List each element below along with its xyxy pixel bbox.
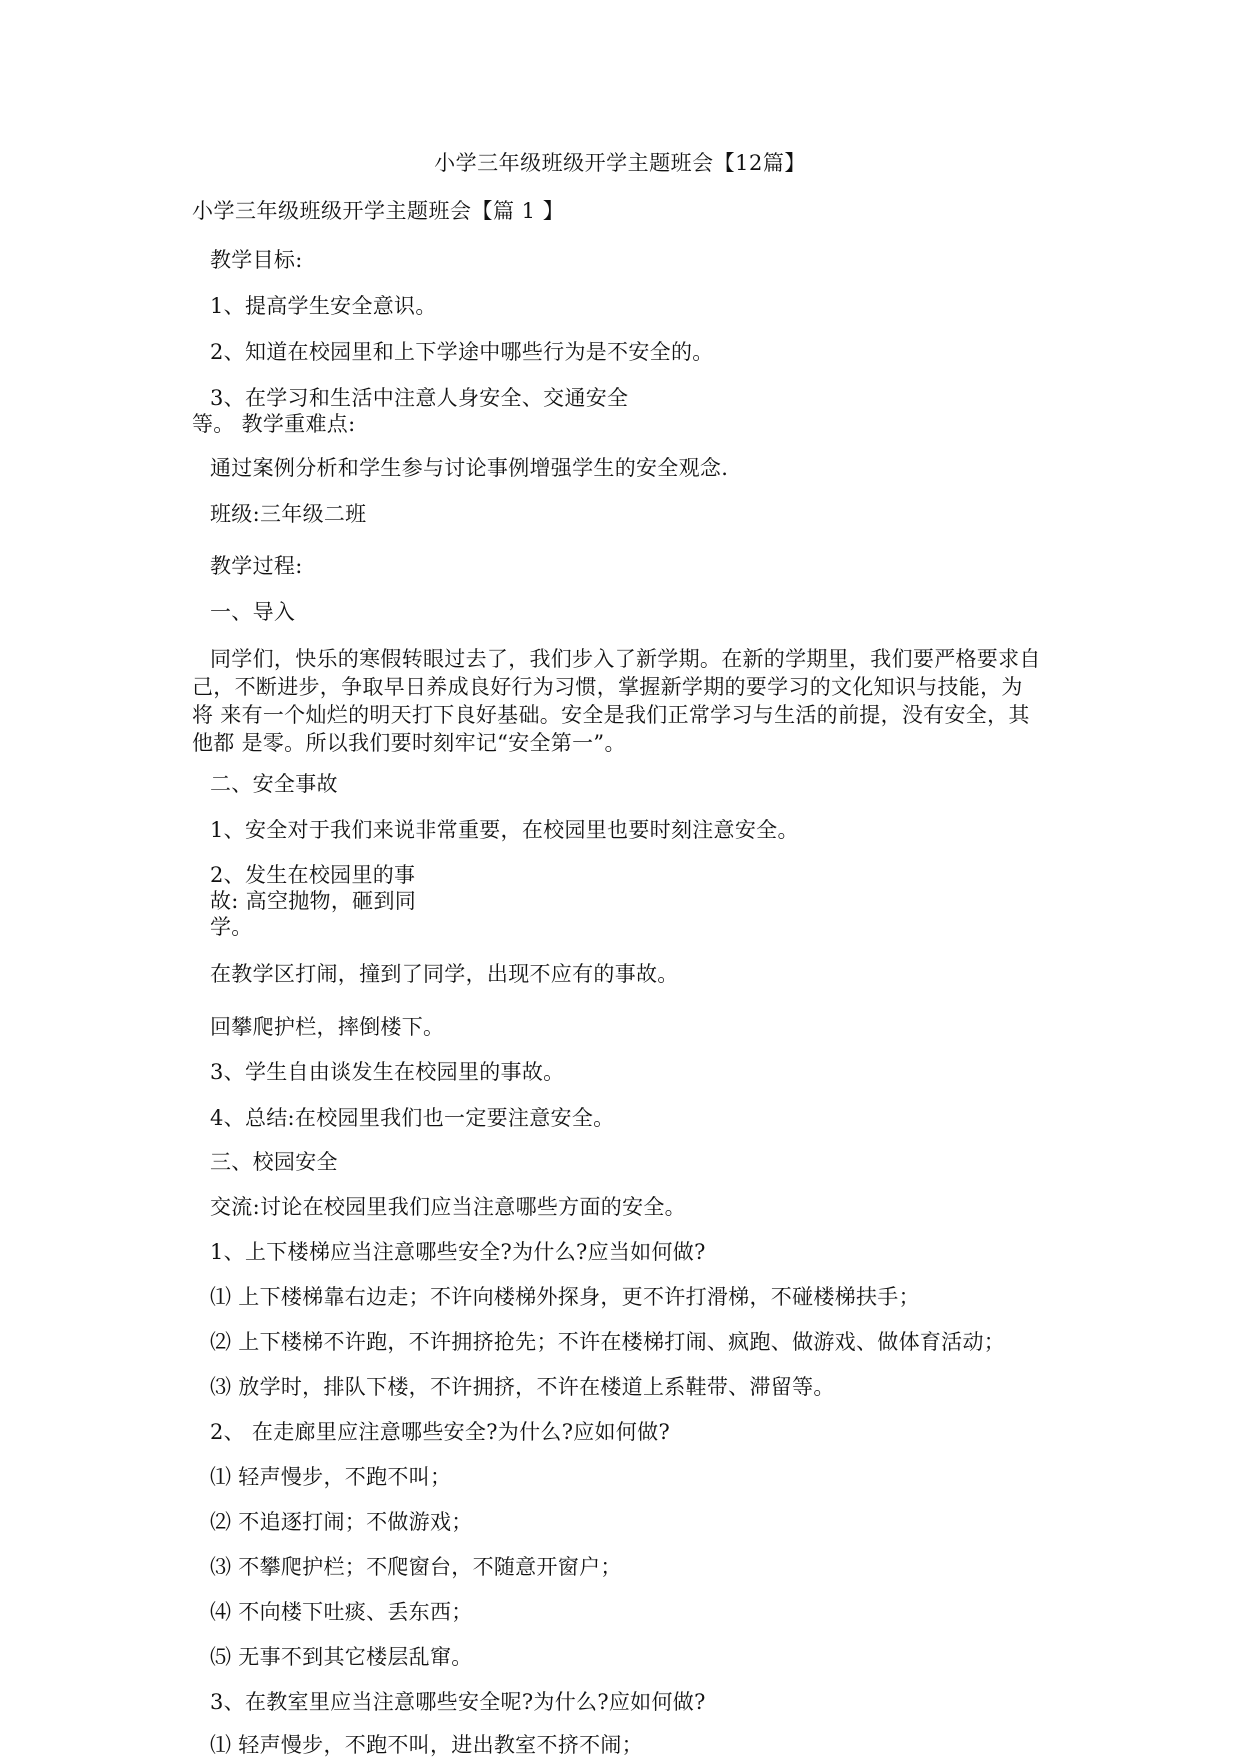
accident-item: 1、安全对于我们来说非常重要，在校园里也要时刻注意安全。 [210,818,799,842]
accident-2-block [192,862,416,940]
rule-item: ⑶ 放学时，排队下楼，不许拥挤，不许在楼道上系鞋带、滞留等。 [210,1375,835,1399]
rule-item: ⑴ 上下楼梯靠右边走；不许向楼梯外探身，更不许打滑梯，不碰楼梯扶手； [210,1285,920,1309]
objective-item: 1、提高学生安全意识。 [210,294,437,318]
paragraph-line: 同学们，快乐的寒假转眼过去了，我们步入了新学期。在新的学期里，我们要严格要求自 [210,647,1041,671]
rule-item: ⑴ 轻声慢步，不跑不叫； [210,1465,452,1489]
accident-item: 4、总结:在校园里我们也一定要注意安全。 [210,1106,615,1130]
part-heading: 二、安全事故 [210,772,338,796]
accident-item: 学。 [210,915,253,939]
intro-paragraph [192,645,1062,757]
paragraph-line: 将 来有一个灿烂的明天打下良好基础。安全是我们正常学习与生活的前提，没有安全，其 [192,703,1030,727]
objective-3-block [192,385,628,437]
key-point-text: 通过案例分析和学生参与讨论事例增强学生的安全观念. [210,456,729,480]
accident-example: 回攀爬护栏，摔倒楼下。 [210,1015,445,1039]
part-heading: 一、导入 [210,600,296,624]
discussion-text: 交流:讨论在校园里我们应当注意哪些方面的安全。 [210,1195,686,1219]
process-heading: 教学过程: [210,554,303,578]
rule-item: ⑵ 上下楼梯不许跑，不许拥挤抢先；不许在楼梯打闹、疯跑、做游戏、做体育活动； [210,1330,1006,1354]
section-title: 小学三年级班级开学主题班会【篇 1 】 [192,199,565,223]
paragraph-line: 他都 是零。所以我们要时刻牢记“安全第一”。 [192,731,626,755]
key-points-heading: 等。 教学重难点: [192,412,356,436]
part-heading: 三、校园安全 [210,1150,338,1174]
accident-item: 2、发生在校园里的事 [210,863,416,887]
rule-item: ⑷ 不向楼下吐痰、丢东西； [210,1600,473,1624]
accident-item: 故: 高空抛物，砸到同 [210,889,417,913]
question-item: 3、在教室里应当注意哪些安全呢?为什么?应如何做? [210,1690,706,1714]
question-item: 1、上下楼梯应当注意哪些安全?为什么?应当如何做? [210,1240,706,1264]
class-info: 班级:三年级二班 [210,502,367,526]
accident-example: 在教学区打闹，撞到了同学，出现不应有的事故。 [210,962,679,986]
objectives-heading: 教学目标: [210,248,303,272]
rule-item: ⑸ 无事不到其它楼层乱窜。 [210,1645,473,1669]
document-title: 小学三年级班级开学主题班会【12篇】 [434,151,806,175]
question-item: 2、 在走廊里应注意哪些安全?为什么?应如何做? [210,1420,671,1444]
paragraph-line: 己，不断进步，争取早日养成良好行为习惯，掌握新学期的要学习的文化知识与技能，为 [192,675,1023,699]
accident-item: 3、学生自由谈发生在校园里的事故。 [210,1060,565,1084]
objective-item: 3、在学习和生活中注意人身安全、交通安全 [210,386,629,410]
rule-item: ⑵ 不追逐打闹；不做游戏； [210,1510,473,1534]
rule-item: ⑴ 轻声慢步，不跑不叫，进出教室不挤不闹； [210,1733,643,1757]
rule-item: ⑶ 不攀爬护栏；不爬窗台，不随意开窗户； [210,1555,622,1579]
objective-item: 2、知道在校园里和上下学途中哪些行为是不安全的。 [210,340,714,364]
